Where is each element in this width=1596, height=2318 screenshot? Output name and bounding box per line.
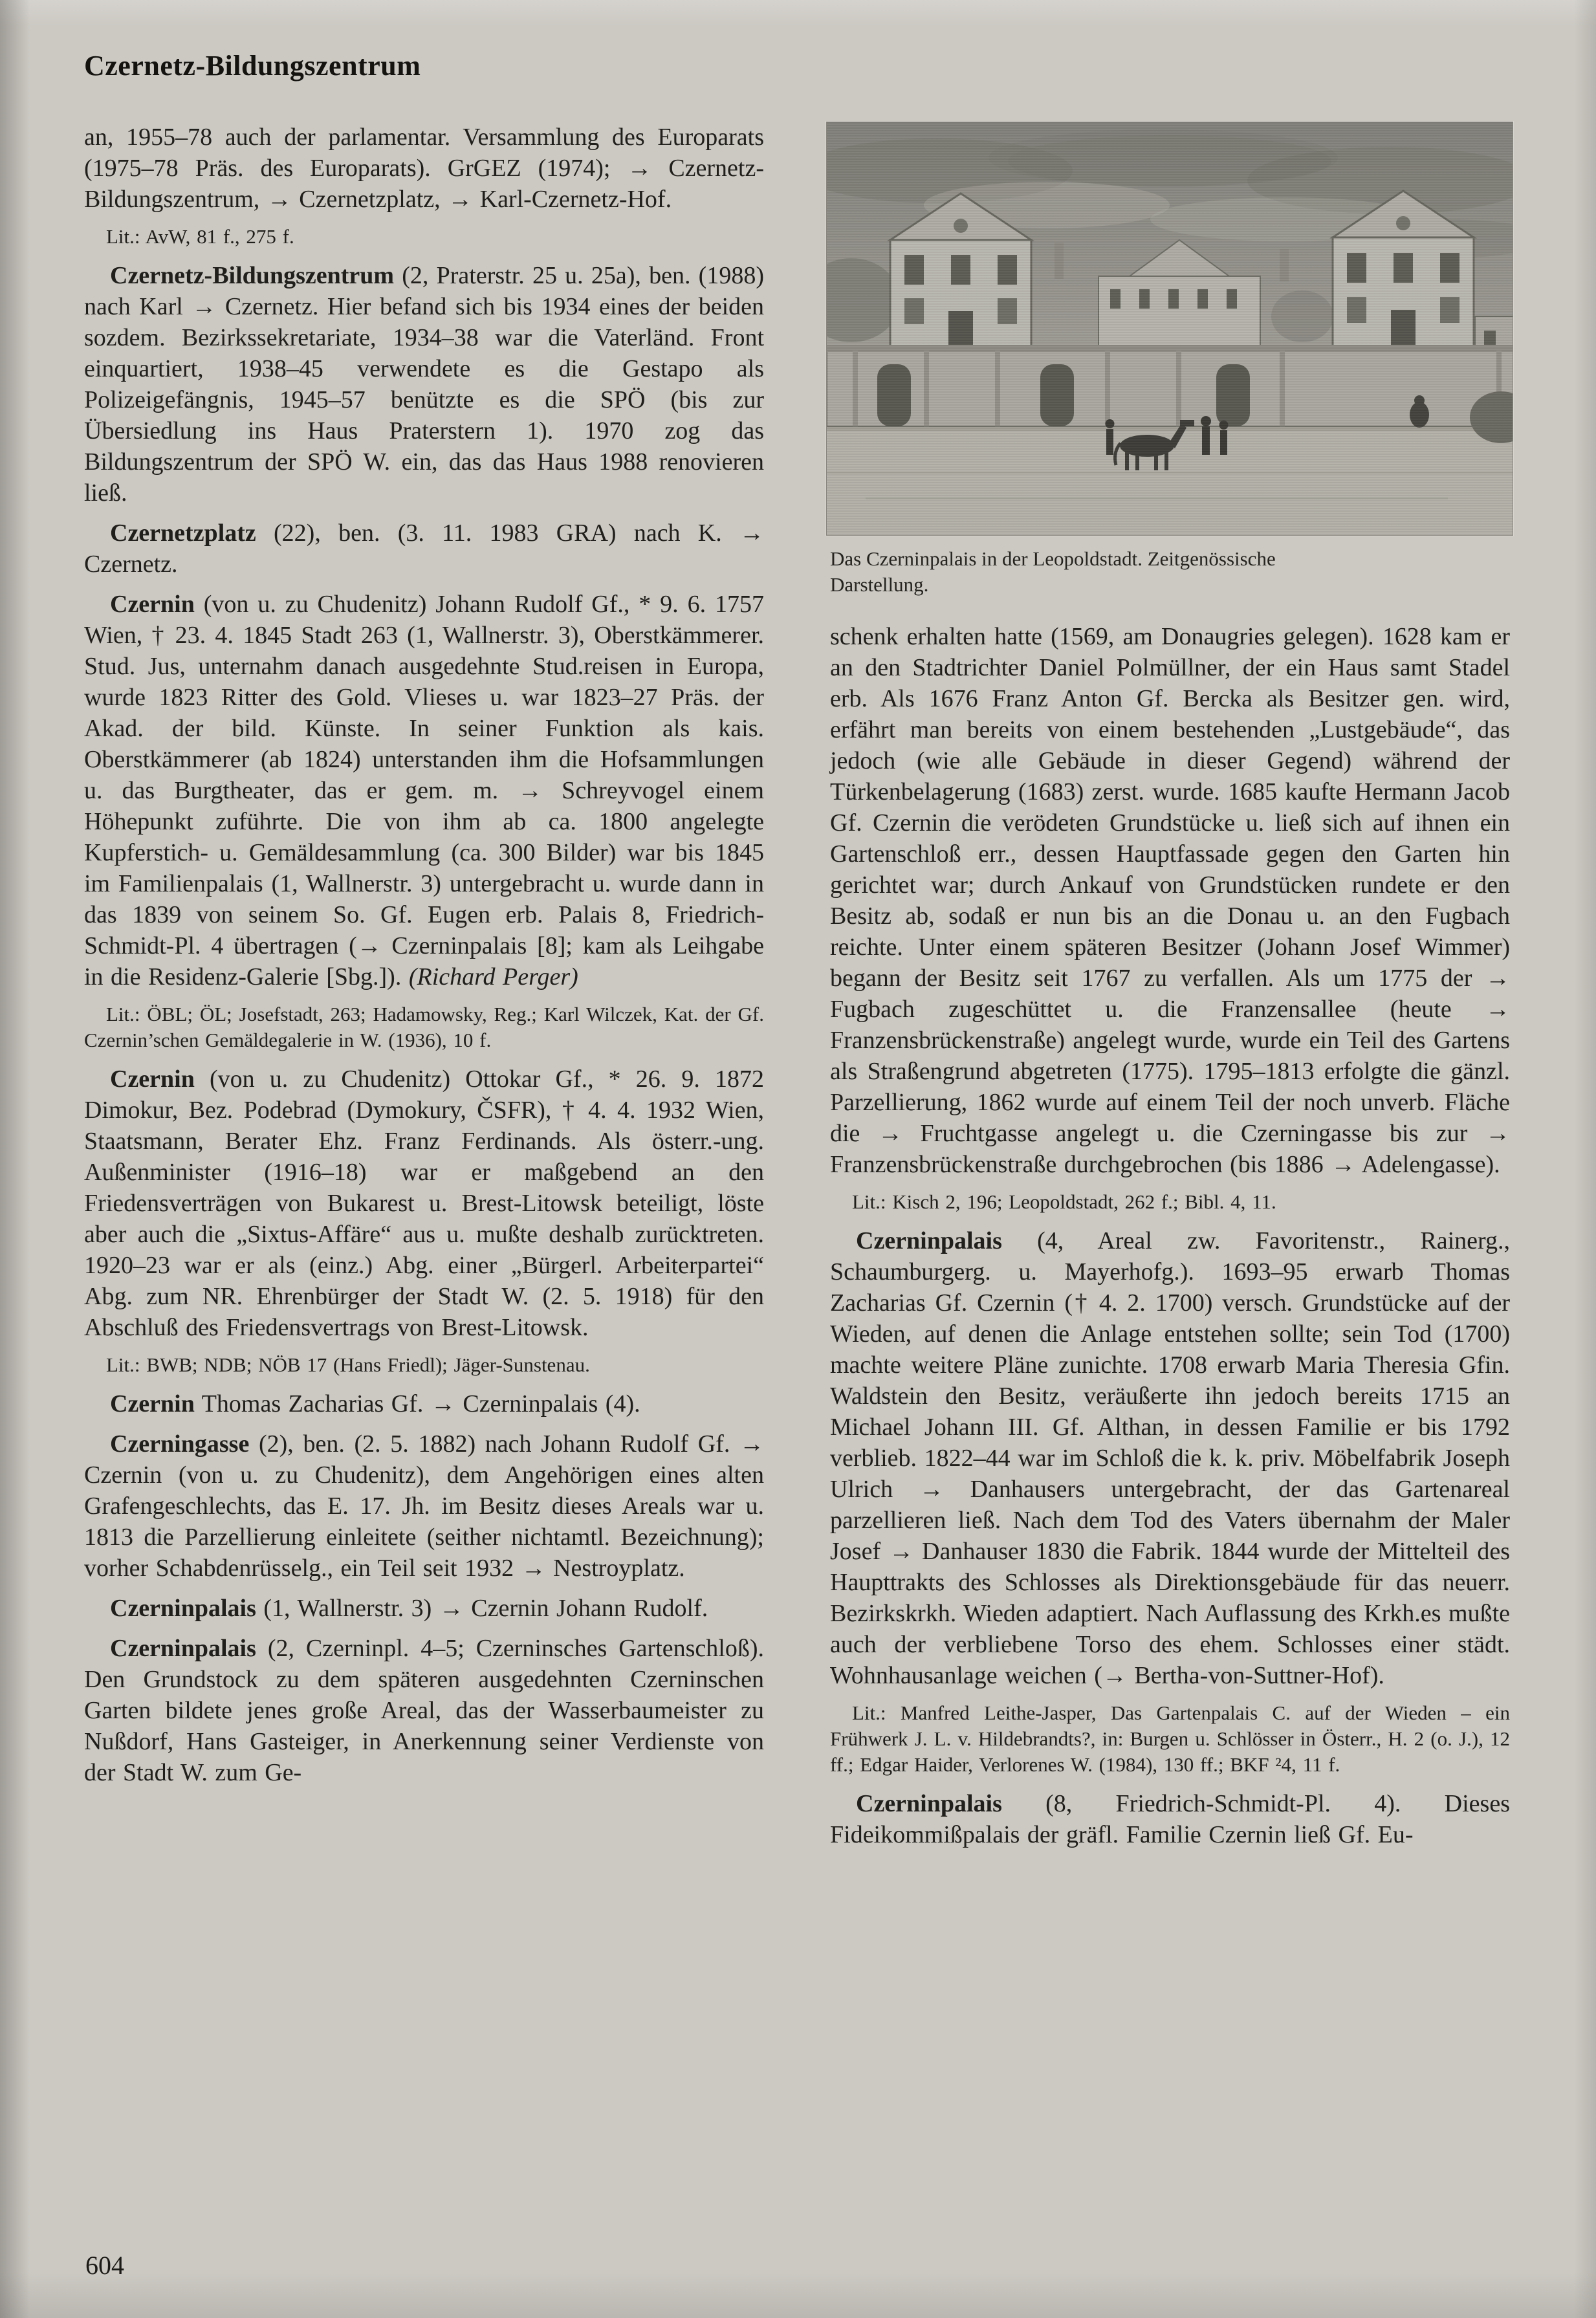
entry-body: (8, Friedrich-Schmidt-Pl. 4). Dieses Fideikommißpalais der gräfl. Familie Czernin ließ Gf. Eu- <box>830 1790 1510 1849</box>
entry-czernin-thomas <box>84 1388 764 1419</box>
literature-note: Lit.: AvW, 81 f., 275 f. <box>106 225 294 248</box>
figure-caption-line2: Darstellung. <box>830 573 929 596</box>
entry-headword: Czernin <box>110 591 195 618</box>
literature-note: Lit.: Kisch 2, 196; Leopoldstadt, 262 f.; Bibl. 4, 11. <box>852 1190 1276 1214</box>
entry-headword: Czerninpalais <box>110 1595 256 1623</box>
entry-body: (von u. zu Chudenitz) Johann Rudolf Gf., * 9. 6. 1757 Wien, † 23. 4. 1845 Stadt 263 (1, Wallnerstr. 3), Oberstkämmerer. Stud. Jus, unternahm danach ausgedehnte Stud.reisen in Europa, wurde 1823 Ritter des Gold. Vlieses u. war 1823–27 Präs. der Akad. der bild. Künste. In seiner Funktion als kais. Oberstkämmerer (ab 1824) unterstanden ihm die Hofsammlungen u. das Burgtheater, das er gem. m. → Schreyvogel einem Höhepunkt zuführte. Die von ihm ab ca. 1800 angelegte Kupferstich- u. Gemäldesammlung (ca. 300 Bilder) war bis 1845 im Familienpalais (1, Wallnerstr. 3) untergebracht u. wurde dann in das 1839 von seinem So. Gf. Eugen erb. Palais 8, Friedrich-Schmidt-Pl. 4 übertragen (→ Czerninpalais [8]; kam als Leihgabe in die Residenz-Galerie [Sbg.]). <box>84 591 764 991</box>
entry-headword: Czerninpalais <box>856 1227 1002 1255</box>
entry-headword: Czernin <box>110 1390 195 1418</box>
entry-headword: Czernetzplatz <box>110 519 256 547</box>
entry-czernin-ottokar <box>84 1064 764 1343</box>
entry-headword: Czerninpalais <box>856 1790 1002 1818</box>
entry-body: (4, Areal zw. Favoritenstr., Rainerg., Schaumburgerg. u. Mayerhofg.). 1693–95 erwarb Thomas Zacharias Gf. Czernin († 4. 2. 1700) versch. Grundstücke auf der Wieden, auf denen die Anlage entstehen sollte; sein Tod (1700) machte weitere Pläne zunichte. 1708 erwarb Maria Theresia Gfin. Waldstein den Besitz, veräußerte ihn jedoch bereits 1715 an Michael Johann III. Gf. Althan, in dessen Familie er bis 1792 verblieb. 1822–44 war im Schloß die k. k. priv. Möbelfabrik Joseph Ulrich → Danhausers untergebracht, der das Gartenareal parzellieren ließ. Nach dem Tod des Vaters übernahm der Maler Josef → Danhauser 1830 die Fabrik. 1844 wurde der Mittelteil des Haupttrakts des Schlosses als Direktionsgebäude für das neuerr. Bezirkskrkh. Wieden adaptiert. Nach Auflassung des Krkh.es mußte auch der verbliebene Torso des ehem. Schlosses einer städt. Wohnhausanlage weichen (→ Bertha-von-Suttner-Hof). <box>830 1227 1510 1690</box>
entry-czerninpalais-1 <box>84 1593 764 1624</box>
entry-czernetz-bildungszentrum <box>84 260 764 508</box>
figure-caption <box>830 546 1513 598</box>
figure-czerninpalais <box>826 122 1513 598</box>
entry-body: (2, Czerninpl. 4–5; Czerninsches Gartenschloß). Den Grundstock zu dem späteren ausgedehnten Czerninschen Garten bildete jenes große Areal, das der Wasserbaumeister zu Nußdorf, Hans Gasteiger, in Anerkennung seiner Verdienste von der Stadt W. zum Ge- <box>84 1635 764 1787</box>
engraving-image <box>826 122 1513 536</box>
engraving-svg <box>827 122 1513 536</box>
entry-body: (22), ben. (3. 11. 1983 GRA) nach K. → Czernetz. <box>84 519 764 578</box>
entry-body: (1, Wallnerstr. 3) → Czernin Johann Rudolf. <box>256 1595 708 1623</box>
entry-czernetzplatz <box>84 518 764 580</box>
entry-body: Thomas Zacharias Gf. → Czerninpalais (4). <box>194 1390 640 1418</box>
literature-note: Lit.: BWB; NDB; NÖB 17 (Hans Friedl); Jäger-Sunstenau. <box>106 1353 590 1377</box>
entry-czerninpalais-4 <box>830 1225 1510 1691</box>
literature-note: Lit.: Manfred Leithe-Jasper, Das Gartenpalais C. auf der Wieden – ein Frühwerk J. L. v. Hildebrandts?, in: Burgen u. Schlösser in Österr., H. 2 (o. J.), 12 ff.; Edgar Haider, Verlorenes W. (1984), 130 ff.; BKF ²4, 11 f. <box>830 1701 1510 1777</box>
author-credit: (Richard Perger) <box>401 963 578 991</box>
paragraph-continuation: schenk erhalten hatte (1569, am Donaugries gelegen). 1628 kam er an den Stadtrichter Daniel Polmüllner, der ein Haus samt Stadel erb. Als 1676 Franz Anton Gf. Bercka als Besitzer gen. wird, erfährt man bereits von einem bestehenden „Lustgebäude“, das jedoch (wie alle Gebäude in dieser Gegend) während der Türkenbelagerung (1683) zerst. wurde. 1685 kaufte Hermann Jacob Gf. Czernin die verödeten Grundstücke u. ließ sich auf ihnen ein Gartenschloß err., dessen Hauptfassade gegen den Garten hin gerichtet war; durch Ankauf von Grundstücken rundete er den Besitz ab, sodaß er nun bis an die Donau u. an den Fugbach reichte. Unter einem späteren Besitzer (Johann Josef Wimmer) begann der Besitz seit 1767 zu verfallen. Als um 1775 der → Fugbach zugeschüttet u. die Franzensallee (heute → Franzensbrückenstraße) angelegt wurde, wurde ein Teil des Gartens als Straßengrund abgetreten (1775). 1795–1813 erfolgte die gänzl. Parzellierung, 1862 wurde auf einem Teil der noch unverb. Fläche die → Fruchtgasse angelegt u. die Czerningasse bis zur → Franzensbrückenstraße durchgebrochen (bis 1886 → Adelengasse). <box>830 623 1510 1179</box>
entry-body: (von u. zu Chudenitz) Ottokar Gf., * 26. 9. 1872 Dimokur, Bez. Podebrad (Dymokury, ČSFR), † 4. 4. 1932 Wien, Staatsmann, Berater Ehz. Franz Ferdinands. Als österr.-ung. Außenminister (1916–18) war er maßgebend an den Friedensverträgen von Bukarest u. Brest-Litowsk beteiligt, löste aber auch die „Sixtus-Affäre“ aus u. mußte deshalb zurücktreten. 1920–23 war er als (einz.) Abg. einer „Bürgerl. Arbeiterpartei“ Abg. zum NR. Ehrenbürger der Stadt W. (2. 5. 1918) für den Abschluß des Friedensvertrags von Brest-Litowsk. <box>84 1066 764 1342</box>
entry-body: (2, Praterstr. 25 u. 25a), ben. (1988) nach Karl → Czernetz. Hier befand sich bis 1934 eines der beiden sozdem. Bezirkssekretariate, 1934–38 war die Vaterländ. Front einquartiert, 1938–45 verwendete es die Gestapo als Polizeigefängnis, 1945–57 benützte es die SPÖ (bis zur Übersiedlung ins Haus Praterstern 1). 1970 zog das Bildungszentrum der SPÖ W. ein, das das Haus 1988 renovieren ließ. <box>84 262 764 507</box>
figure-caption-line1: Das Czerninpalais in der Leopoldstadt. Zeitgenössische <box>830 547 1276 571</box>
paragraph-continuation: an, 1955–78 auch der parlamentar. Versammlung des Europarats (1975–78 Präs. des Europarats). GrGEZ (1974); → Czernetz-Bildungszentrum, → Czernetzplatz, → Karl-Czernetz-Hof. <box>84 124 764 213</box>
running-header: Czernetz-Bildungszentrum <box>84 50 421 82</box>
left-column <box>84 122 764 1797</box>
entry-czerninpalais-8 <box>830 1788 1510 1850</box>
entry-czerningasse <box>84 1428 764 1584</box>
entry-czernin-johann-rudolf <box>84 589 764 992</box>
entry-czerninpalais-2 <box>84 1633 764 1788</box>
entry-headword: Czernetz-Bildungszentrum <box>110 262 395 290</box>
literature-note: Lit.: ÖBL; ÖL; Josefstadt, 263; Hadamowsky, Reg.; Karl Wilczek, Kat. der Gf. Czernin’schen Gemäldegalerie in W. (1936), 10 f. <box>84 1003 764 1052</box>
two-column-layout <box>84 122 1510 1859</box>
entry-headword: Czerningasse <box>110 1430 250 1458</box>
entry-body: (2), ben. (2. 5. 1882) nach Johann Rudolf Gf. → Czernin (von u. zu Chudenitz), dem Angehörigen eines alten Grafengeschlechts, das E. 17. Jh. im Besitz dieses Areals war u. 1813 die Parzellierung einleitete (seither nichtamtl. Bezeichnung); vorher Schabdenrüsselg., ein Teil seit 1932 → Nestroyplatz. <box>84 1430 764 1582</box>
entry-headword: Czerninpalais <box>110 1635 256 1663</box>
page-number: 604 <box>85 2251 124 2280</box>
entry-headword: Czernin <box>110 1066 195 1093</box>
right-column <box>830 122 1510 1859</box>
